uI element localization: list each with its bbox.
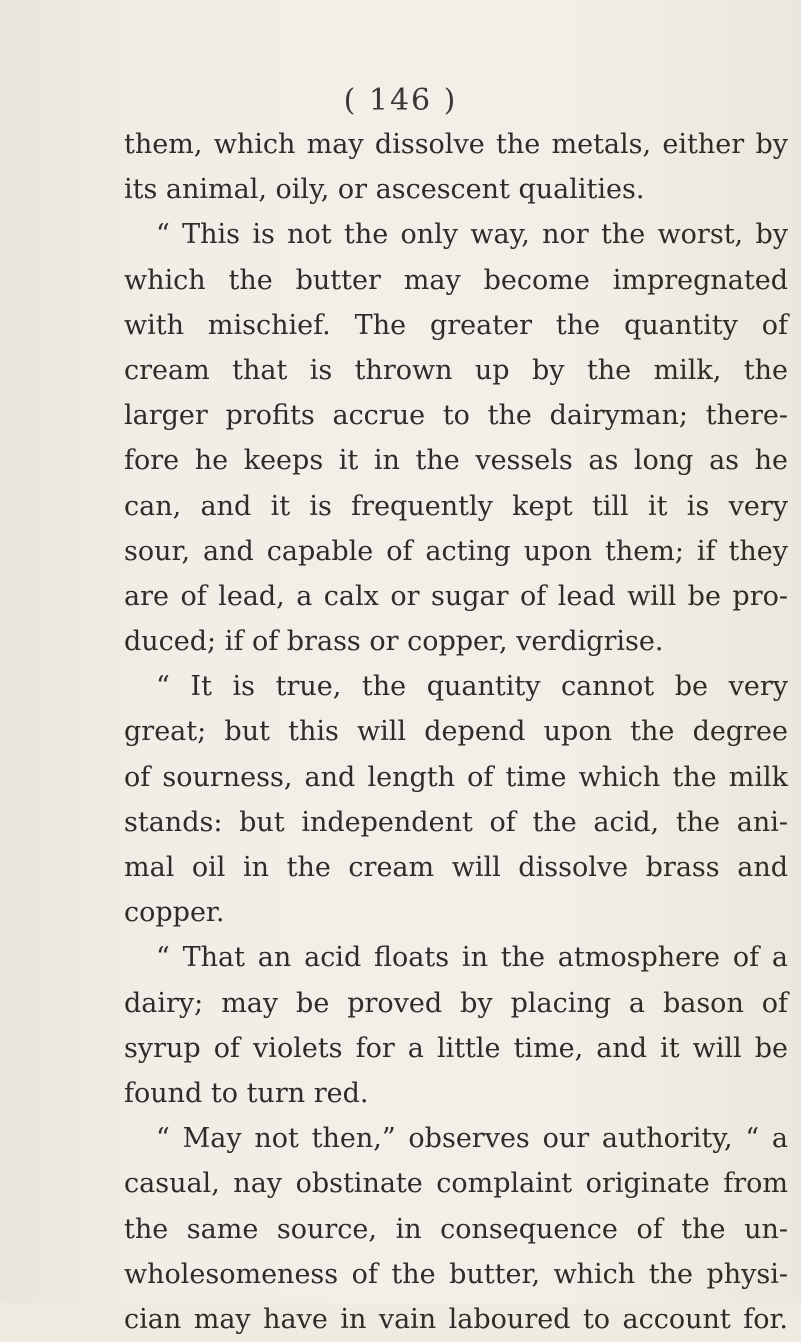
text-line: cian may have in vain laboured to account for. xyxy=(124,1303,788,1335)
text-line: cream that is thrown up by the milk, the xyxy=(124,354,788,386)
text-line: duced; if of brass or copper, verdigrise. xyxy=(124,626,664,658)
text-line: the same source, in consequence of the un- xyxy=(124,1213,788,1245)
text-line: “ May not then,” observes our authority, “ a xyxy=(156,1123,788,1155)
text-line: syrup of violets for a little time, and it will be xyxy=(124,1032,788,1064)
text-line: wholesomeness of the butter, which the physi- xyxy=(124,1258,788,1290)
text-line: great; but this will depend upon the degree xyxy=(124,716,788,748)
text-line: are of lead, a calx or sugar of lead will be pro- xyxy=(124,580,788,612)
text-line: which the butter may become impregnated xyxy=(124,264,788,296)
text-line: casual, nay obstinate complaint originate from xyxy=(124,1168,788,1200)
page-number: ( 146 ) xyxy=(343,83,458,118)
text-line: dairy; may be proved by placing a bason of xyxy=(124,987,788,1019)
text-line: its animal, oily, or ascescent qualities. xyxy=(124,174,645,206)
text-line: copper. xyxy=(124,897,225,929)
text-line: fore he keeps it in the vessels as long as he xyxy=(124,445,788,477)
text-line: “ It is true, the quantity cannot be very xyxy=(156,671,788,703)
text-line: “ This is not the only way, nor the worst, by xyxy=(156,219,788,251)
body-text xyxy=(124,122,788,1342)
text-line: sour, and capable of acting upon them; if they xyxy=(124,535,788,567)
text-line: larger profits accrue to the dairyman; there- xyxy=(124,400,788,432)
text-line: stands: but independent of the acid, the ani- xyxy=(124,806,788,838)
text-line: can, and it is frequently kept till it is very xyxy=(124,490,788,522)
text-line: mal oil in the cream will dissolve brass and xyxy=(124,852,788,883)
text-line: “ That an acid floats in the atmosphere of a xyxy=(156,942,788,974)
text-line: of sourness, and length of time which the milk xyxy=(124,761,788,793)
text-line: them, which may dissolve the metals, either by xyxy=(124,129,788,160)
text-line: with mischief. The greater the quantity of xyxy=(124,309,788,341)
text-line: found to turn red. xyxy=(124,1077,369,1109)
